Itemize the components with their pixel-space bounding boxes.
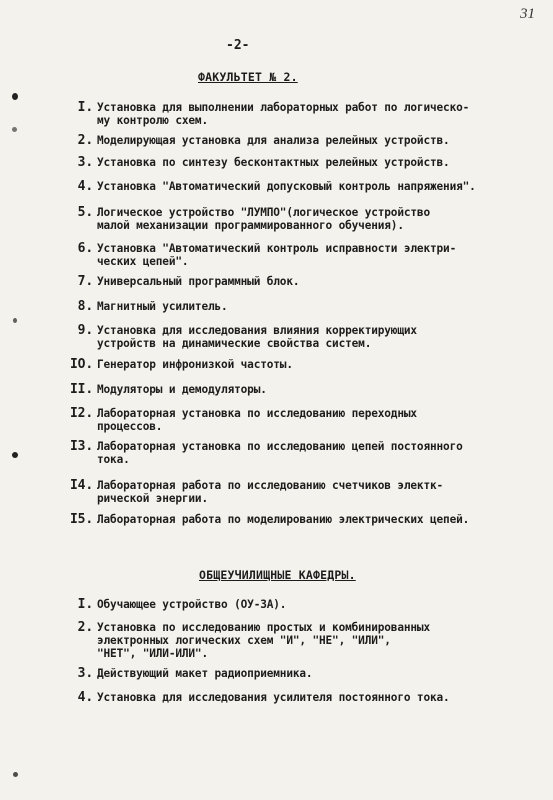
- item-number: I4.: [69, 478, 93, 493]
- page-number: -2-: [226, 38, 250, 53]
- item-text: Установка "Автоматический контроль исправности электри- ческих цепей".: [97, 242, 457, 268]
- item-number: 2.: [77, 620, 93, 635]
- item-number: I2.: [69, 406, 93, 421]
- item-text: Установка для исследования усилителя постоянного тока.: [97, 691, 450, 704]
- item-text: Установка по синтезу бесконтактных релейных устройств.: [97, 156, 450, 169]
- punch-hole-mark: [13, 318, 17, 323]
- item-number: I.: [77, 597, 93, 612]
- item-text: Лабораторная работа по исследованию счетчиков электк- рической энергии.: [97, 479, 444, 505]
- punch-hole-mark: [12, 452, 18, 458]
- item-number: 3.: [77, 666, 93, 681]
- item-text: Логическое устройство "ЛУМПО"(логическое устройство малой механизации программированного обучения).: [97, 206, 430, 232]
- item-number: 9.: [77, 323, 93, 338]
- item-number: 3.: [77, 155, 93, 170]
- item-number: 7.: [77, 274, 93, 289]
- punch-hole-mark: [12, 93, 18, 100]
- item-number: I5.: [69, 512, 93, 527]
- item-text: Лабораторная установка по исследованию переходных процессов.: [97, 407, 417, 433]
- section-title-faculty-2: ФАКУЛЬТЕТ № 2.: [198, 70, 298, 84]
- item-text: Магнитный усилитель.: [97, 300, 228, 313]
- item-number: 8.: [77, 299, 93, 314]
- item-text: Универсальный программный блок.: [97, 275, 300, 288]
- item-number: IO.: [69, 357, 93, 372]
- item-text: Установка для выполнении лабораторных работ по логическо- му контролю схем.: [97, 101, 470, 127]
- item-number: 6.: [77, 241, 93, 256]
- item-number: 2.: [77, 133, 93, 148]
- item-number: 4.: [77, 179, 93, 194]
- item-text: Установка для исследования влияния корректирующих устройств на динамические свойства систем.: [97, 324, 417, 350]
- punch-hole-mark: [13, 772, 18, 777]
- item-number: 4.: [77, 690, 93, 705]
- item-number: I.: [77, 100, 93, 115]
- punch-hole-mark: [12, 127, 17, 132]
- item-text: Генератор инфронизкой частоты.: [97, 358, 293, 371]
- item-number: 5.: [77, 205, 93, 220]
- item-text: Установка "Автоматический допусковый контроль напряжения".: [97, 180, 476, 193]
- item-text: Модуляторы и демодуляторы.: [97, 383, 267, 396]
- item-text: Обучающее устройство (ОУ-3А).: [97, 598, 287, 611]
- item-text: Действующий макет радиоприемника.: [97, 667, 313, 680]
- item-number: I3.: [69, 439, 93, 454]
- item-number: II.: [69, 382, 93, 397]
- archive-sheet-number: 31: [520, 6, 535, 22]
- section-title-general-departments: ОБЩЕУЧИЛИЩНЫЕ КАФЕДРЫ.: [199, 568, 356, 582]
- item-text: Лабораторная установка по исследованию цепей постоянного тока.: [97, 440, 463, 466]
- item-text: Лабораторная работа по моделированию электрических цепей.: [97, 513, 470, 526]
- item-text: Установка по исследованию простых и комбинированных электронных логических схем "И", "НЕ", "ИЛИ", "НЕТ", "ИЛИ-ИЛИ".: [97, 621, 430, 660]
- item-text: Моделирующая установка для анализа релейных устройств.: [97, 134, 450, 147]
